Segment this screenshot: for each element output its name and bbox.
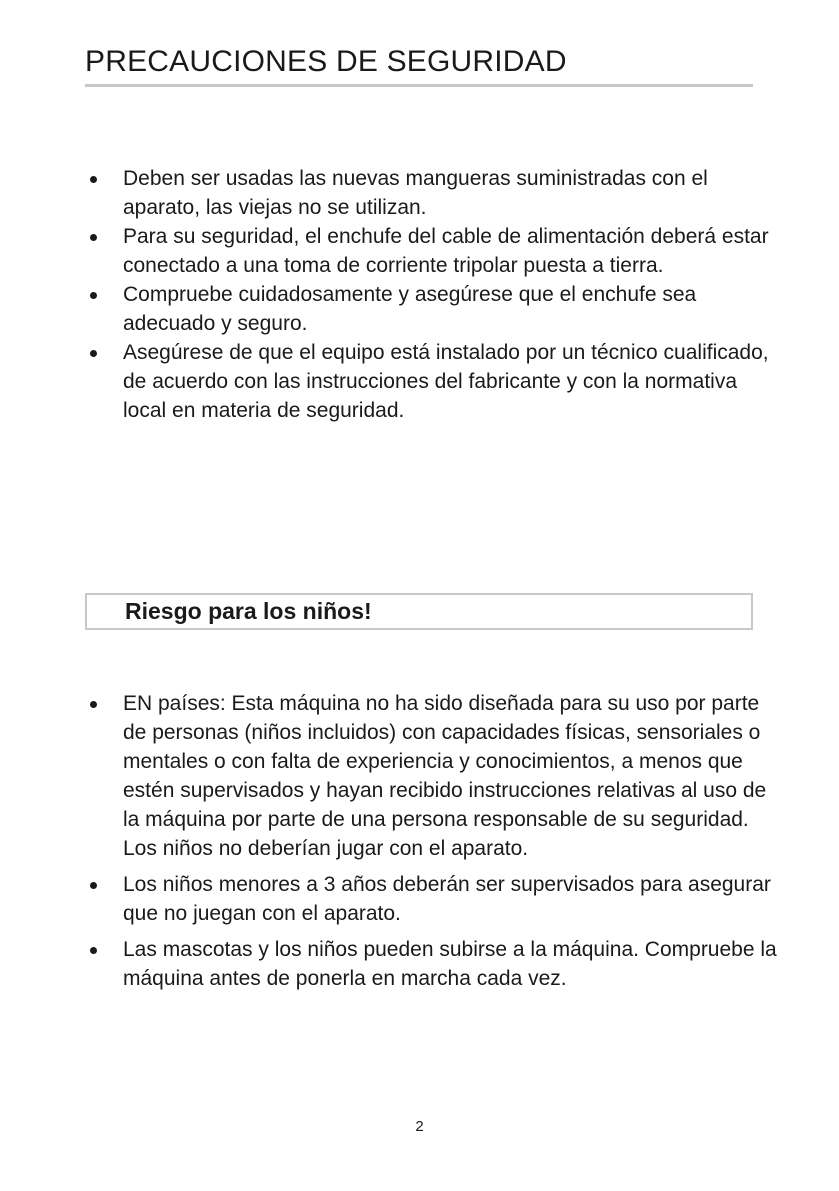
title-divider [85, 84, 753, 87]
list-item-text: Deben ser usadas las nuevas mangueras suministradas con el aparato, las viejas no se utilizan. [123, 167, 708, 219]
list-item-text: Las mascotas y los niños pueden subirse a la máquina. Compruebe la máquina antes de ponerla en marcha cada vez. [123, 938, 777, 990]
bullet-icon [90, 234, 97, 241]
bullet-icon [90, 882, 97, 889]
list-item [85, 870, 785, 928]
bullet-icon [90, 350, 97, 357]
list-item [85, 338, 785, 425]
list-item [85, 164, 785, 222]
bullet-icon [90, 947, 97, 954]
list-item [85, 222, 785, 280]
list-item-text: Asegúrese de que el equipo está instalado por un técnico cualificado, de acuerdo con las instrucciones del fabricante y con la normativa local en materia de seguridad. [123, 341, 769, 422]
list-item-text: Compruebe cuidadosamente y asegúrese que el enchufe sea adecuado y seguro. [123, 283, 697, 335]
bullet-icon [90, 176, 97, 183]
list-item [85, 935, 785, 993]
page-number: 2 [415, 1118, 424, 1135]
list-item-text: Para su seguridad, el enchufe del cable de alimentación deberá estar conectado a una toma de corriente tripolar puesta a tierra. [123, 225, 769, 277]
general-precautions-list [85, 164, 785, 425]
children-risk-heading: Riesgo para los niños! [125, 598, 372, 624]
list-item [85, 689, 785, 863]
bullet-icon [90, 292, 97, 299]
children-risk-list [85, 689, 785, 993]
list-item [85, 280, 785, 338]
page-title: PRECAUCIONES DE SEGURIDAD [85, 45, 567, 78]
list-item-text: EN países: Esta máquina no ha sido diseñada para su uso por parte de personas (niños incluidos) con capacidades físicas, sensoriales o mentales o con falta de experiencia y conocimientos, a menos que estén supervisados y hayan recibido instrucciones relativas al uso de la máquina por parte de una persona responsable de su seguridad. Los niños no deberían jugar con el aparato. [123, 692, 767, 860]
list-item-text: Los niños menores a 3 años deberán ser supervisados para asegurar que no juegan con el aparato. [123, 873, 771, 925]
bullet-icon [90, 701, 97, 708]
children-risk-header-box [85, 593, 753, 630]
